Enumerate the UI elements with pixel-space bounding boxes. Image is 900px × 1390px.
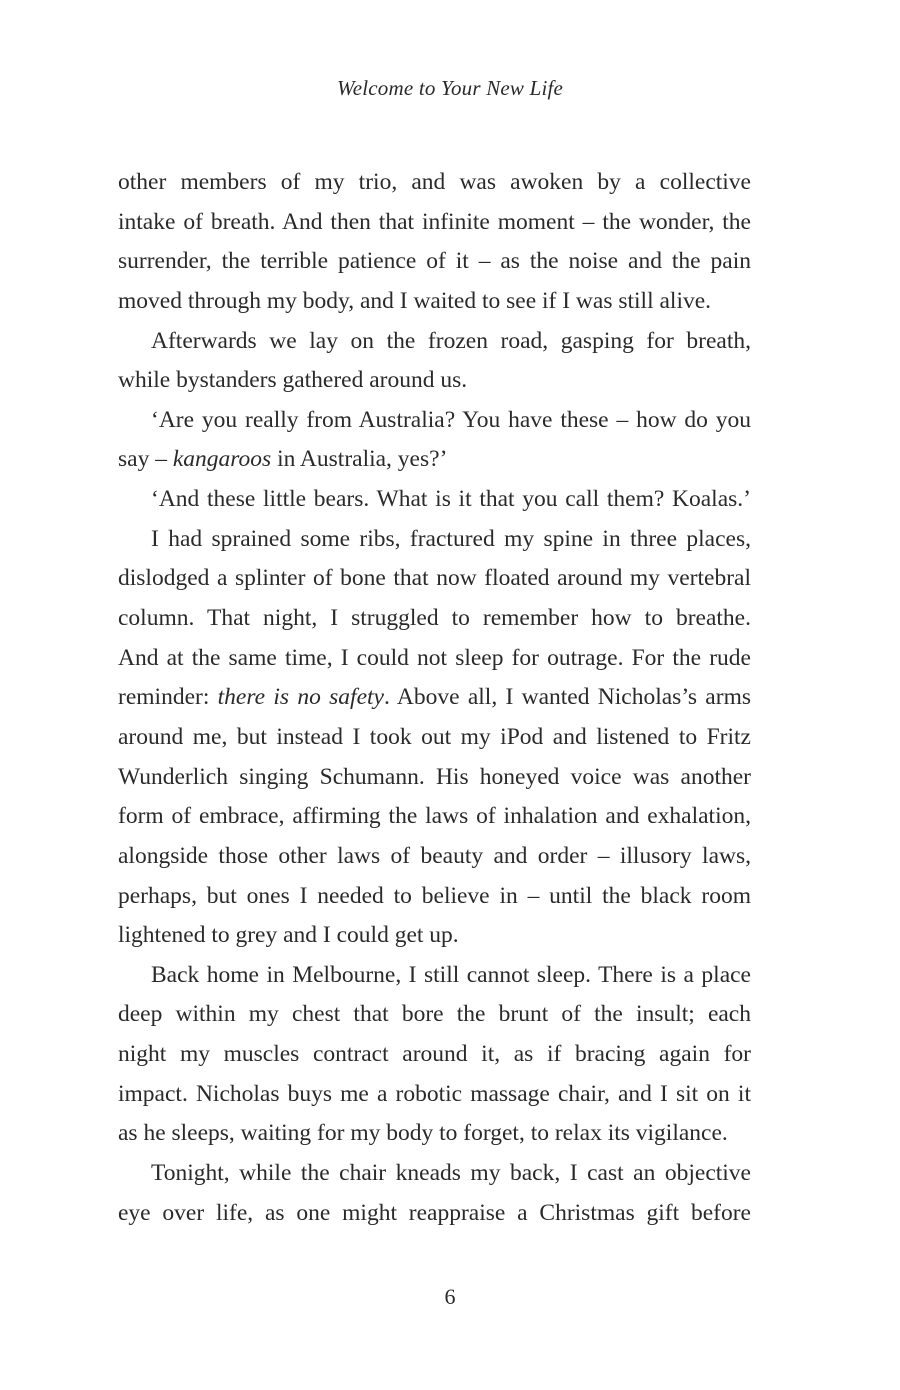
page-number: 6 xyxy=(444,1284,456,1309)
text-line xyxy=(118,678,751,718)
text-line xyxy=(118,242,751,282)
body-text xyxy=(118,163,751,1233)
text-run: ‘Are you really from Australia? You have these – how do you xyxy=(151,406,751,433)
text-line xyxy=(118,559,751,599)
text-line xyxy=(118,203,751,243)
text-line xyxy=(118,956,751,996)
text-run: in Australia, yes?’ xyxy=(271,446,448,473)
text-line xyxy=(118,758,751,798)
text-run: deep within my chest that bore the brunt of the insult; each xyxy=(118,1001,751,1028)
text-run: Tonight, while the chair kneads my back, I cast an objective xyxy=(151,1160,751,1187)
text-line xyxy=(118,916,751,956)
text-run: Wunderlich singing Schumann. His honeyed voice was another xyxy=(118,763,751,790)
text-line xyxy=(118,718,751,758)
text-line xyxy=(118,480,751,520)
text-line xyxy=(118,440,751,480)
text-run: surrender, the terrible patience of it – as the noise and the pain xyxy=(118,248,751,275)
text-run: dislodged a splinter of bone that now floated around my vertebral xyxy=(118,565,751,592)
text-line xyxy=(118,1194,751,1234)
text-run: intake of breath. And then that infinite moment – the wonder, the xyxy=(118,208,751,235)
text-line xyxy=(118,837,751,877)
text-run: And at the same time, I could not sleep for outrage. For the rude xyxy=(118,644,751,671)
text-run: form of embrace, affirming the laws of inhalation and exhalation, xyxy=(118,803,751,830)
text-line xyxy=(118,995,751,1035)
text-run: other members of my trio, and was awoken by a collective xyxy=(118,169,751,195)
text-run: while bystanders gathered around us. xyxy=(118,367,468,394)
text-run: night my muscles contract around it, as if bracing again for xyxy=(118,1041,751,1068)
italic-text: kangaroos xyxy=(172,446,272,473)
text-run: column. That night, I struggled to remember how to breathe. xyxy=(118,605,751,632)
text-run: Afterwards we lay on the frozen road, gasping for breath, xyxy=(151,327,751,354)
italic-text: there is no safety xyxy=(217,684,384,711)
text-run: eye over life, as one might reappraise a Christmas gift before xyxy=(118,1199,751,1226)
text-line xyxy=(118,322,751,362)
text-run: alongside those other laws of beauty and order – illusory laws, xyxy=(118,842,751,869)
text-run: as he sleeps, waiting for my body to forget, to relax its vigilance. xyxy=(118,1120,728,1147)
text-line xyxy=(118,877,751,917)
text-line xyxy=(118,1114,751,1154)
text-line xyxy=(118,401,751,441)
text-line xyxy=(118,282,751,322)
text-line xyxy=(118,1075,751,1115)
text-line xyxy=(118,797,751,837)
text-run: say – xyxy=(118,446,173,473)
text-run: ‘And these little bears. What is it that you call them? Koalas.’ xyxy=(151,486,751,513)
text-run: lightened to grey and I could get up. xyxy=(118,922,459,949)
text-run: reminder: xyxy=(118,684,218,711)
text-run: . Above all, I wanted Nicholas’s arms xyxy=(383,684,751,711)
text-run: Back home in Melbourne, I still cannot sleep. There is a place xyxy=(151,961,751,988)
text-line xyxy=(118,1035,751,1075)
text-run: I had sprained some ribs, fractured my spine in three places, xyxy=(151,525,751,552)
running-head: Welcome to Your New Life xyxy=(336,76,564,100)
text-line xyxy=(118,639,751,679)
text-line xyxy=(118,361,751,401)
text-line xyxy=(118,163,751,203)
text-line xyxy=(118,1154,751,1194)
text-run: moved through my body, and I waited to see if I was still alive. xyxy=(118,287,712,314)
text-run: perhaps, but ones I needed to believe in – until the black room xyxy=(118,882,751,909)
text-line xyxy=(118,520,751,560)
text-line xyxy=(118,599,751,639)
text-run: impact. Nicholas buys me a robotic massage chair, and I sit on it xyxy=(118,1080,751,1107)
text-run: around me, but instead I took out my iPod and listened to Fritz xyxy=(118,723,751,750)
